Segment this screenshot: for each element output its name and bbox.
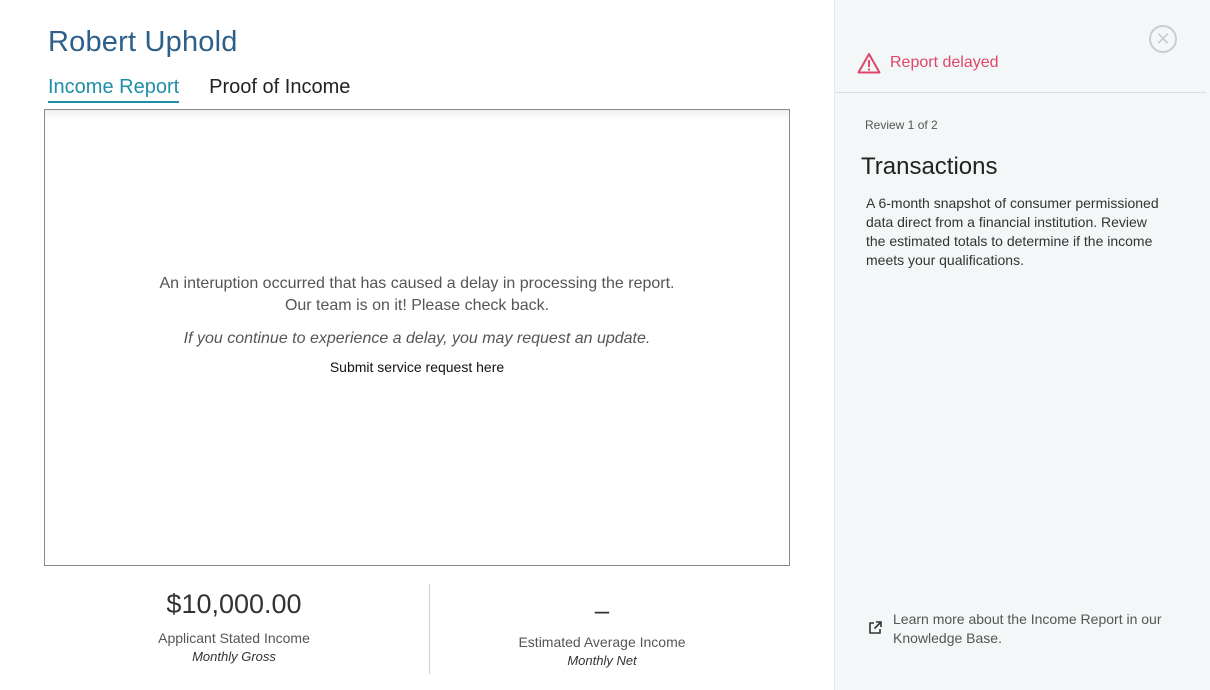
delay-message-line2: Our team is on it! Please check back. — [284, 297, 550, 314]
panel-title: Transactions — [861, 153, 998, 180]
delay-message-line1: An interuption occurred that has caused a delay in processing the report. — [159, 275, 675, 292]
close-panel-button[interactable] — [1149, 25, 1177, 53]
estimated-income-stat — [419, 584, 785, 668]
knowledge-base-link[interactable] — [867, 610, 1173, 648]
stated-income-value: $10,000.00 — [166, 589, 302, 619]
delay-hint: If you continue to experience a delay, you may request an update. — [183, 330, 651, 347]
report-container — [44, 109, 790, 566]
report-tabs — [48, 76, 350, 103]
review-count: Review 1 of 2 — [865, 118, 938, 132]
review-panel — [834, 0, 1210, 690]
panel-description: A 6-month snapshot of consumer permissioned data direct from a financial institution. Review the estimated totals to determine if the income meets your qualifications. — [866, 195, 1159, 268]
stated-income-label: Applicant Stated Income — [158, 630, 310, 646]
panel-divider — [835, 92, 1206, 93]
delay-message — [45, 273, 789, 317]
stated-income-stat — [32, 584, 436, 664]
income-stats — [44, 584, 790, 676]
tab-income-report[interactable]: Income Report — [48, 76, 179, 103]
report-delayed-alert — [857, 52, 999, 74]
applicant-name: Robert Uphold — [48, 26, 238, 58]
close-icon: ✕ — [1155, 29, 1171, 49]
alert-text: Report delayed — [890, 54, 999, 71]
external-link-icon — [867, 620, 883, 636]
tab-proof-of-income[interactable]: Proof of Income — [209, 76, 351, 98]
report-top-shadow — [45, 110, 789, 120]
stated-income-sublabel: Monthly Gross — [192, 649, 276, 664]
warning-triangle-icon — [857, 52, 881, 74]
submit-service-request-link[interactable]: Submit service request here — [329, 359, 505, 375]
estimated-income-label: Estimated Average Income — [518, 634, 686, 650]
estimated-income-value: – — [594, 595, 610, 625]
knowledge-base-text[interactable]: Learn more about the Income Report in our Knowledge Base. — [893, 611, 1162, 646]
estimated-income-sublabel: Monthly Net — [567, 653, 637, 668]
